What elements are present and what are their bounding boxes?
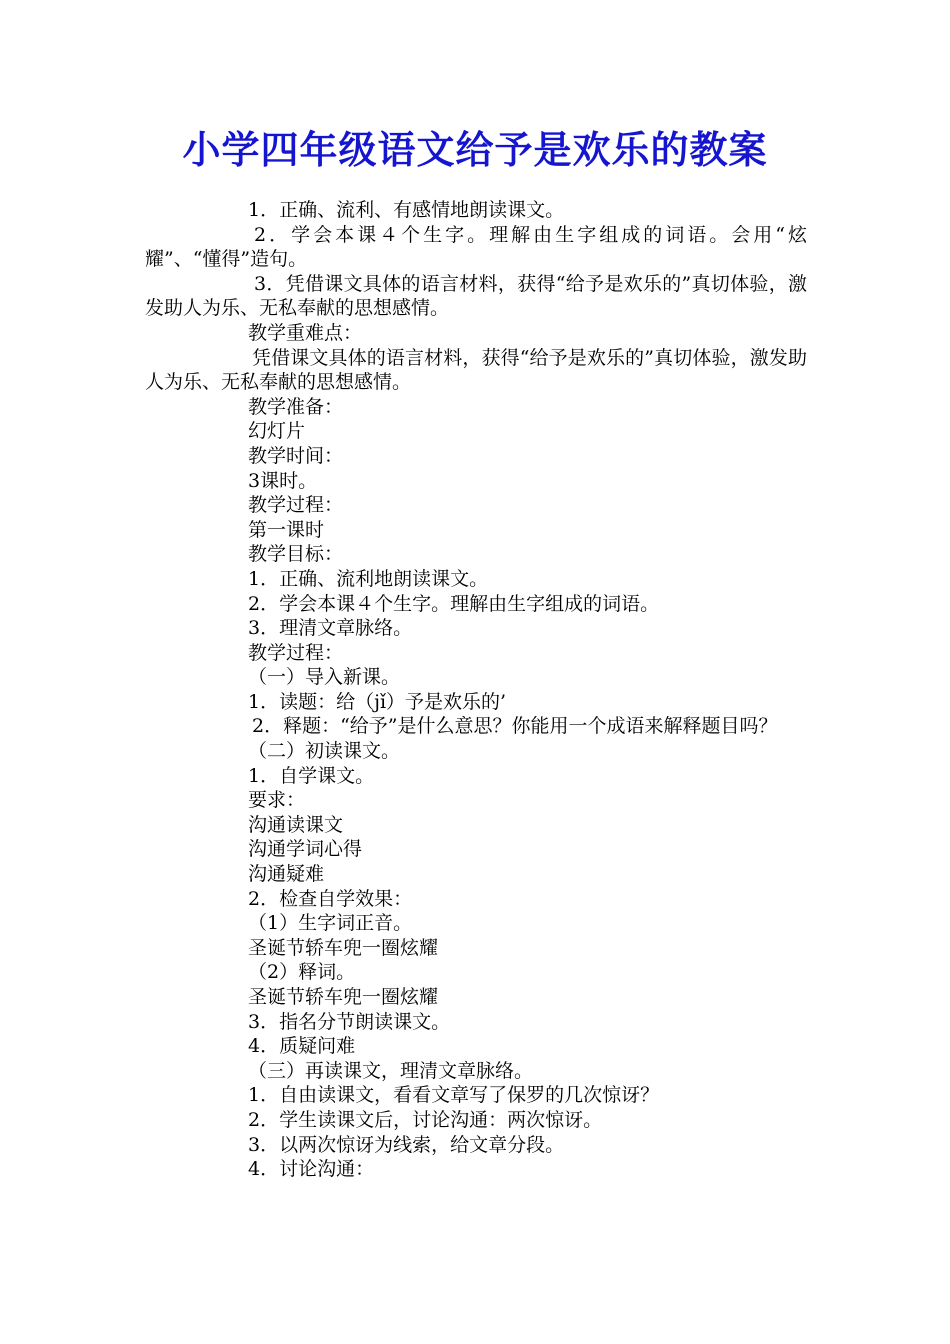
- paragraph: （2）释词。: [248, 961, 356, 984]
- paragraph: （三）再读课文，理清文章脉络。: [248, 1059, 534, 1082]
- paragraph: 幻灯片: [248, 420, 306, 443]
- paragraph: 3．理清文章脉络。: [248, 617, 413, 640]
- paragraph: 第一课时: [248, 518, 325, 541]
- paragraph: 2．释题：“给予”是什么意思？你能用一个成语来解释题目吗？: [252, 715, 778, 738]
- paragraph: 教学时间：: [248, 444, 344, 467]
- paragraph: 2．学生读课文后，讨论沟通：两次惊讶。: [248, 1108, 603, 1131]
- paragraph: 4．质疑问难: [248, 1035, 356, 1058]
- paragraph: 3．指名分节朗读课文。: [248, 1010, 451, 1033]
- paragraph: 2．学会本课４个生字。理解由生字组成的词语。: [248, 592, 660, 615]
- paragraph: 1．正确、流利、有感情地朗读课文。: [248, 199, 565, 221]
- paragraph: （二）初读课文。: [248, 740, 401, 763]
- paragraph: 3．凭借课文具体的语言材料，获得“给予是欢乐的”真切体验，激发助人为乐、无私奉献的思想感情。: [145, 272, 807, 320]
- paragraph: 2．检查自学效果：: [248, 887, 413, 910]
- paragraph: 沟通学词心得: [248, 838, 363, 861]
- paragraph: 1．自由读课文，看看文章写了保罗的几次惊讶？: [248, 1084, 660, 1107]
- paragraph: 圣诞节轿车兜一圈炫耀: [248, 986, 439, 1008]
- paragraph: 要求：: [248, 789, 306, 812]
- document-body: [145, 198, 807, 1182]
- paragraph: 2．学会本课４个生字。理解由生字组成的词语。会用“炫耀”、“懂得”造句。: [145, 223, 807, 271]
- document-title: 小学四年级语文给予是欢乐的教案: [182, 128, 768, 172]
- paragraph: 1．读题：给（jǐ）予是欢乐的’: [248, 690, 507, 713]
- paragraph: 教学重难点：: [248, 321, 363, 344]
- paragraph: 教学过程：: [248, 641, 344, 664]
- paragraph: 教学过程：: [248, 494, 344, 517]
- paragraph: 3．以两次惊讶为线索，给文章分段。: [248, 1133, 565, 1156]
- paragraph: 3课时。: [248, 469, 318, 492]
- paragraph: 1．自学课文。: [248, 764, 375, 787]
- paragraph: （一）导入新课。: [248, 666, 401, 689]
- paragraph: 凭借课文具体的语言材料，获得“给予是欢乐的”真切体验，激发助人为乐、无私奉献的思想感情。: [145, 346, 807, 394]
- paragraph: 圣诞节轿车兜一圈炫耀: [248, 936, 439, 959]
- paragraph: 教学准备：: [248, 395, 344, 418]
- paragraph: 教学目标：: [248, 543, 344, 566]
- paragraph: （1）生字词正音。: [248, 912, 413, 935]
- paragraph: 4．讨论沟通：: [248, 1158, 375, 1181]
- paragraph: 沟通疑难: [248, 863, 325, 886]
- paragraph: 1．正确、流利地朗读课文。: [248, 567, 489, 590]
- paragraph: 沟通读课文: [248, 813, 344, 836]
